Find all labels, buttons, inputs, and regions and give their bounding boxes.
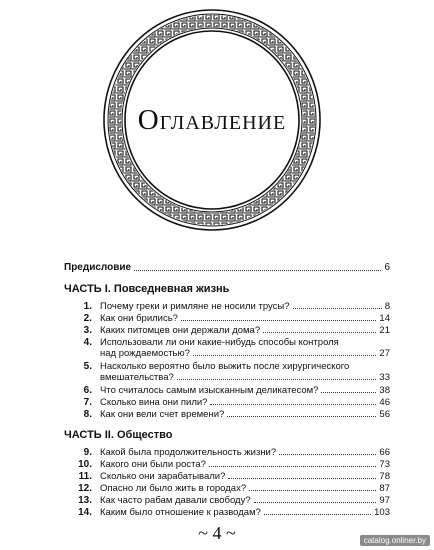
- toc-item-number: 13.: [78, 495, 92, 506]
- toc-item-label: Почему греки и римляне не носили трусы?: [100, 301, 290, 312]
- dot-leader: [193, 355, 377, 356]
- toc-item-page: 38: [379, 385, 390, 396]
- toc-item-number: 4.: [83, 337, 92, 348]
- toc-item-number: 8.: [83, 409, 92, 420]
- toc-item-page: 66: [379, 447, 390, 458]
- dot-leader: [279, 454, 376, 455]
- toc-item-label: Какой была продолжительность жизни?: [100, 447, 277, 458]
- part-heading-1: ЧАСТЬ I. Повседневная жизнь: [64, 283, 230, 295]
- dot-leader: [181, 320, 376, 321]
- toc-item-number: 3.: [83, 325, 92, 336]
- toc-item-label: Как часто рабам давали свободу?: [100, 495, 251, 506]
- toc-item-page: 78: [379, 471, 390, 482]
- dot-leader: [264, 514, 371, 515]
- toc-preface-label: Предисловие: [64, 262, 132, 273]
- dot-leader: [210, 404, 376, 405]
- dot-leader: [249, 490, 376, 491]
- toc-item-label: Опасно ли было жить в городах?: [100, 483, 247, 494]
- page-title: Оглавление: [137, 104, 287, 136]
- toc-item-page: 14: [379, 313, 390, 324]
- toc-item-page: 56: [379, 409, 390, 420]
- toc-item-number: 10.: [78, 459, 92, 470]
- toc-item-label-continued: над рождаемостью?: [100, 348, 190, 359]
- toc-item-number: 1.: [83, 301, 92, 312]
- toc-item-label: Сколько они зарабатывали?: [100, 471, 226, 482]
- toc-item-label: Как они брились?: [100, 313, 178, 324]
- dot-leader: [254, 502, 377, 503]
- toc-preface[interactable]: [64, 262, 390, 274]
- toc-item-page: 27: [379, 348, 390, 359]
- toc-item-label: Какого они были роста?: [100, 459, 206, 470]
- watermark: catalog.onliner.by: [360, 535, 430, 546]
- toc-item-number: 9.: [83, 447, 92, 458]
- toc-item-page: 21: [379, 325, 390, 336]
- dot-leader: [228, 478, 376, 479]
- toc-item-page: 73: [379, 459, 390, 470]
- toc-item-label: Как они вели счет времени?: [100, 409, 225, 420]
- toc-item-page: 46: [379, 397, 390, 408]
- dot-leader: [263, 332, 376, 333]
- dot-leader: [177, 379, 377, 380]
- toc-item-page: 33: [379, 372, 390, 383]
- dot-leader: [321, 392, 376, 393]
- toc-item-page: 103: [374, 507, 390, 518]
- toc-item-number: 6.: [83, 385, 92, 396]
- toc-item-number: 7.: [83, 397, 92, 408]
- toc-item-label: Каких питомцев они держали дома?: [100, 325, 261, 336]
- toc-item-number: 5.: [83, 361, 92, 372]
- part-heading-2: ЧАСТЬ II. Общество: [64, 429, 173, 441]
- dot-leader: [209, 466, 377, 467]
- dot-leader: [293, 308, 382, 309]
- toc-item-number: 12.: [78, 483, 92, 494]
- toc-item-number: 2.: [83, 313, 92, 324]
- toc-item-label: Что считалось самым изысканным деликатесом?: [100, 385, 319, 396]
- toc-item-number: 11.: [78, 471, 92, 482]
- toc-item-page: 97: [379, 495, 390, 506]
- toc-item-label: Использовали ли они какие-нибудь способы контроля: [100, 337, 339, 348]
- dot-leader: [227, 416, 376, 417]
- toc-item-label: Каким было отношение к разводам?: [100, 507, 261, 518]
- toc-preface-page: 6: [384, 262, 390, 273]
- dot-leader: [134, 270, 381, 271]
- toc-item-page: 8: [384, 301, 390, 312]
- toc-item-page: 87: [379, 483, 390, 494]
- toc-item-label: Сколько вина они пили?: [100, 397, 208, 408]
- toc-item-number: 14.: [78, 507, 92, 518]
- toc-item-label: Насколько вероятно было выжить после хирургического: [100, 361, 350, 372]
- page-number: ~ 4 ~: [198, 523, 236, 543]
- toc-item-label-continued: вмешательства?: [100, 372, 174, 383]
